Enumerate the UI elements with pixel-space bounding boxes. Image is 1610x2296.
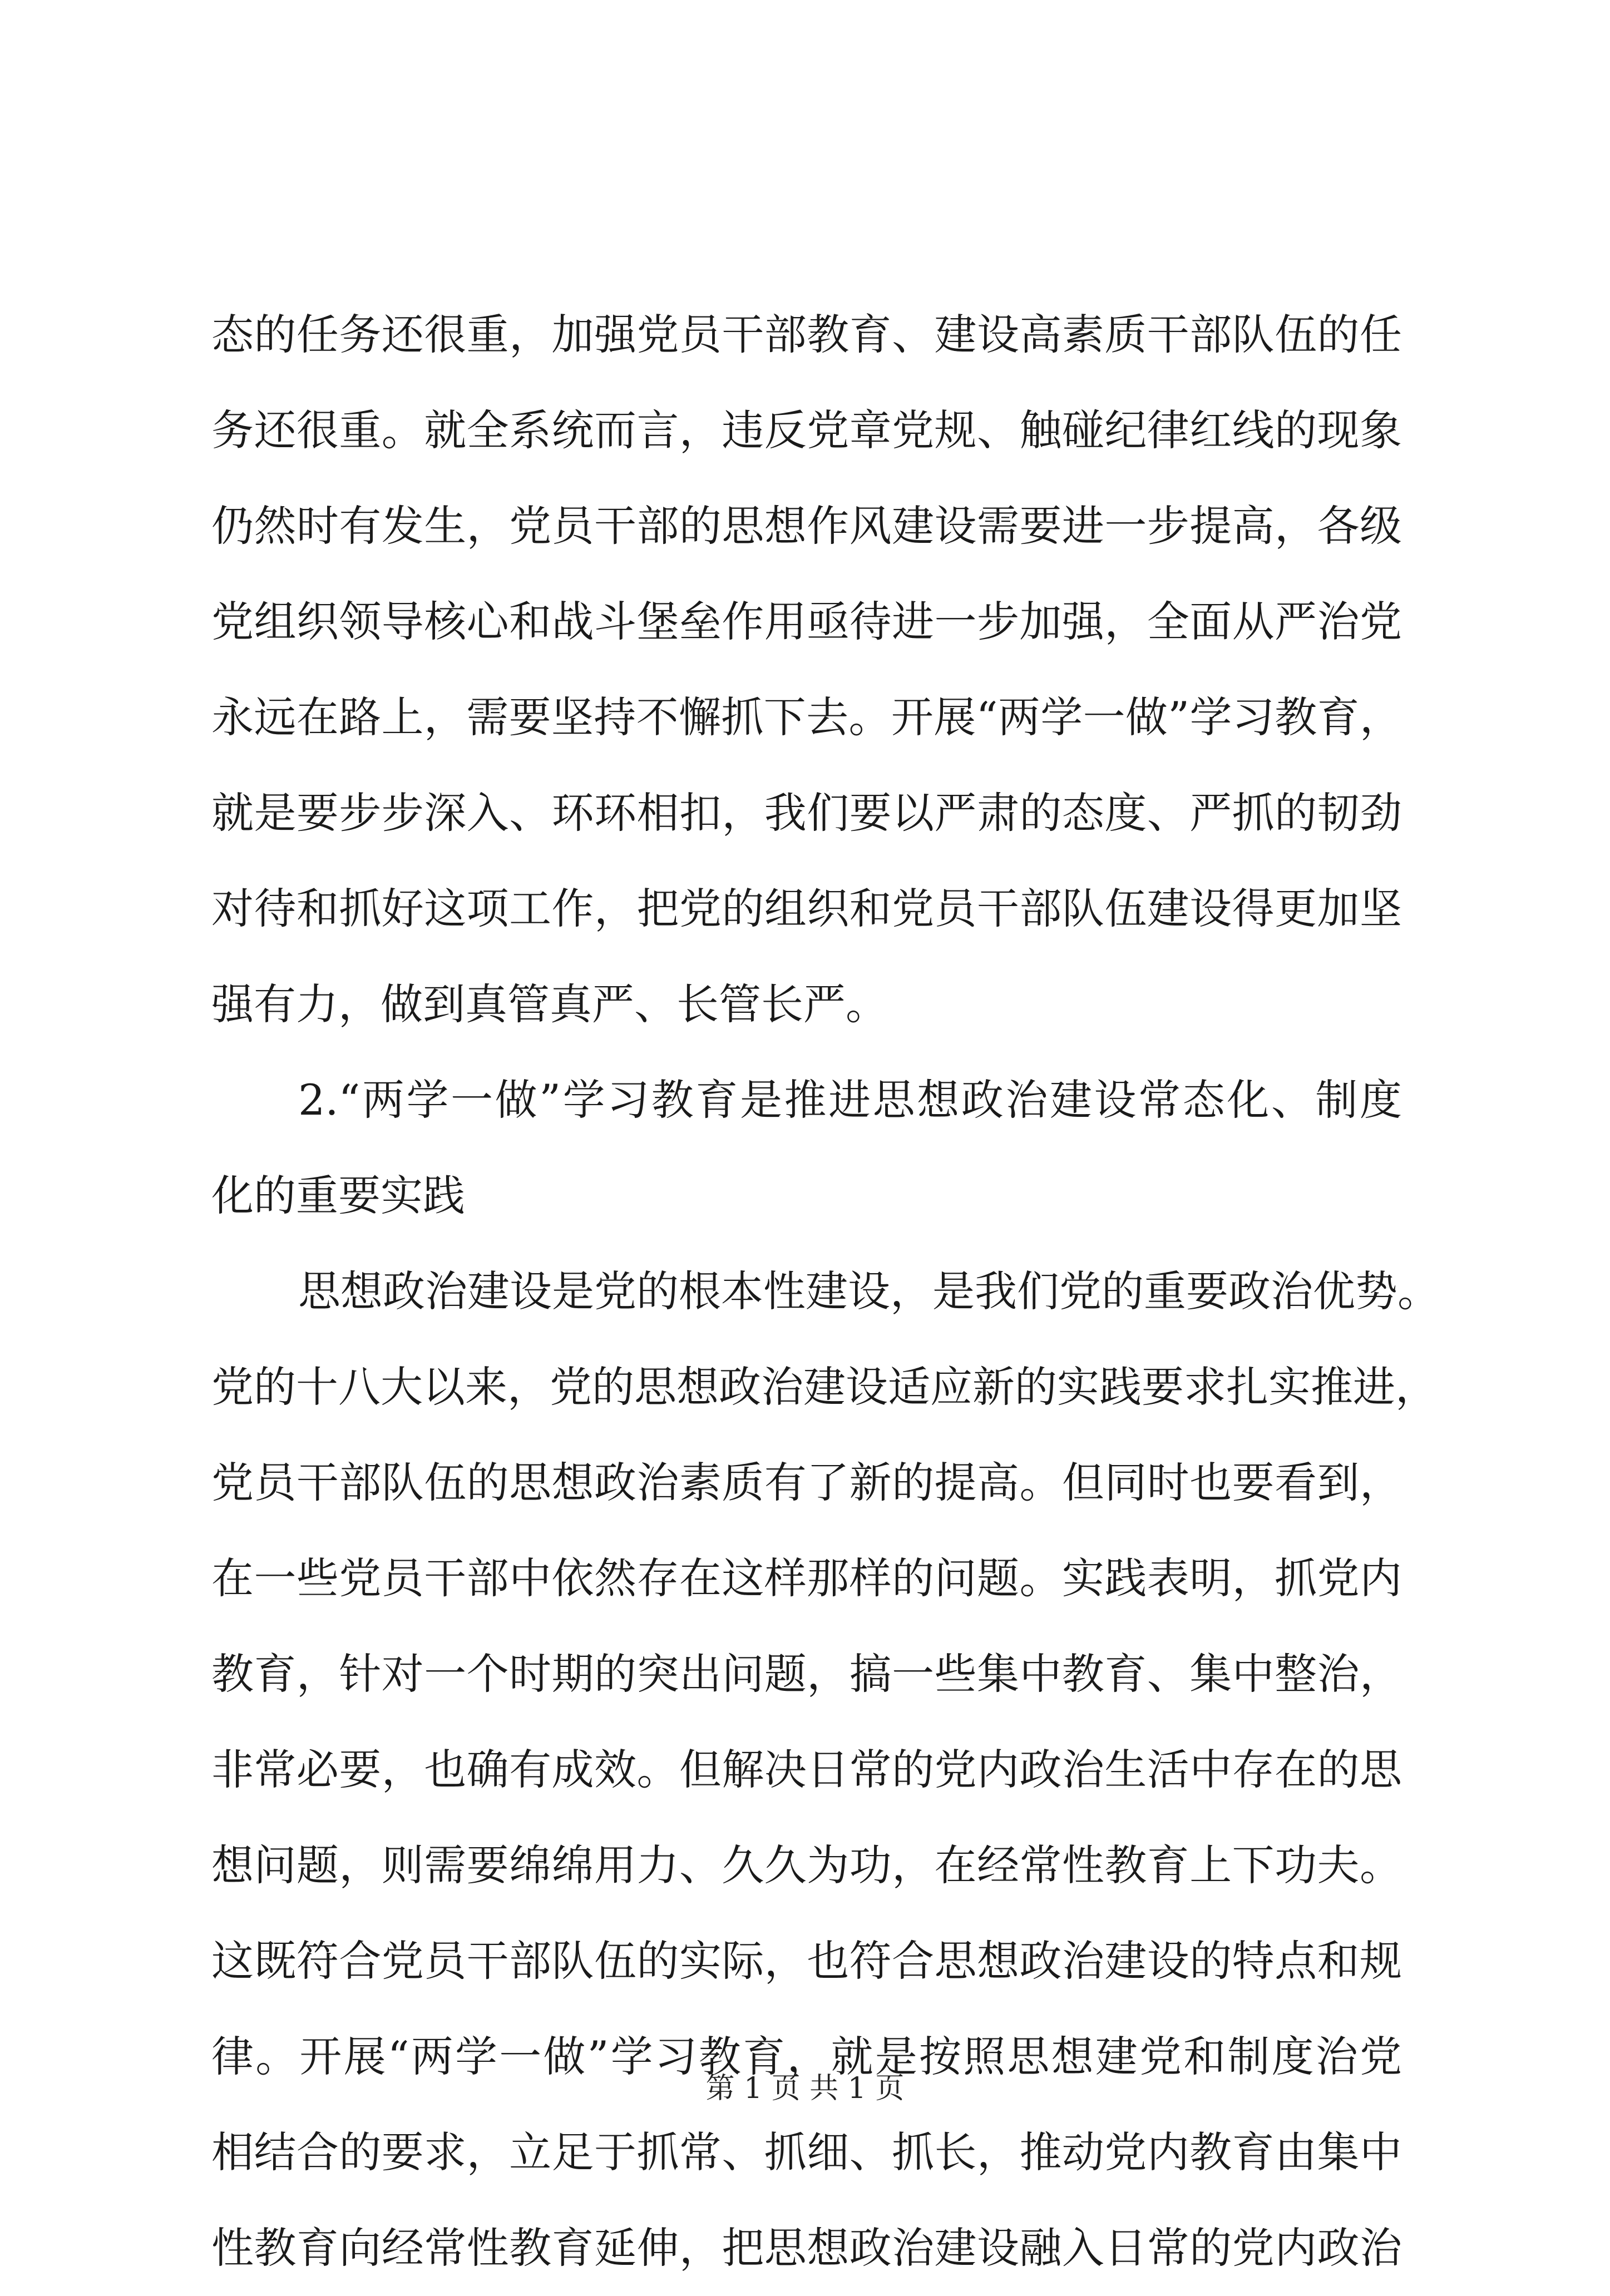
text-line: 强有力，做到真管真严、长管长严。 xyxy=(211,979,888,1029)
text-line: 务还很重。就全系统而言，违反党章党规、触碰纪律红线的现象 xyxy=(211,405,1402,455)
section-heading-line: 化的重要实践 xyxy=(211,1171,465,1220)
text-line: 就是要步步深入、环环相扣，我们要以严肃的态度、严抓的韧劲 xyxy=(211,788,1402,838)
text-line: 永远在路上，需要坚持不懈抓下去。开展“两学一做”学习教育， xyxy=(211,692,1402,742)
text-line: 对待和抓好这项工作，把党的组织和党员干部队伍建设得更加坚 xyxy=(211,884,1402,933)
section-heading-line: 2.“两学一做”学习教育是推进思想政治建设常态化、制度 xyxy=(298,1075,1402,1125)
text-line: 仍然时有发生，党员干部的思想作风建设需要进一步提高，各级 xyxy=(211,501,1402,551)
text-line: 相结合的要求，立足于抓常、抓细、抓长，推动党内教育由集中 xyxy=(211,2127,1402,2177)
text-line: 这既符合党员干部队伍的实际，也符合思想政治建设的特点和规 xyxy=(211,1936,1402,1986)
text-line: 党员干部队伍的思想政治素质有了新的提高。但同时也要看到， xyxy=(211,1458,1402,1507)
text-line: 思想政治建设是党的根本性建设，是我们党的重要政治优势。 xyxy=(298,1266,1440,1316)
page-footer xyxy=(0,2069,1610,2108)
document-body xyxy=(211,287,1440,2296)
text-line: 党的十八大以来，党的思想政治建设适应新的实践要求扎实推进， xyxy=(211,1362,1438,1412)
text-line: 党组织领导核心和战斗堡垒作用亟待进一步加强，全面从严治党 xyxy=(211,597,1402,646)
text-line: 性教育向经常性教育延伸，把思想政治建设融入日常的党内政治 xyxy=(211,2223,1402,2273)
text-line: 态的任务还很重，加强党员干部教育、建设高素质干部队伍的任 xyxy=(211,310,1402,359)
page-number-label: 第 1 页 共 1 页 xyxy=(705,2072,905,2105)
text-line: 想问题，则需要绵绵用力、久久为功，在经常性教育上下功夫。 xyxy=(211,1840,1402,1890)
text-line: 非常必要，也确有成效。但解决日常的党内政治生活中存在的思 xyxy=(211,1745,1402,1794)
text-line: 在一些党员干部中依然存在这样那样的问题。实践表明，抓党内 xyxy=(211,1553,1402,1603)
text-line: 教育，针对一个时期的突出问题，搞一些集中教育、集中整治， xyxy=(211,1649,1402,1699)
text-line: 律。开展“两学一做”学习教育，就是按照思想建党和制度治党 xyxy=(211,2032,1402,2081)
